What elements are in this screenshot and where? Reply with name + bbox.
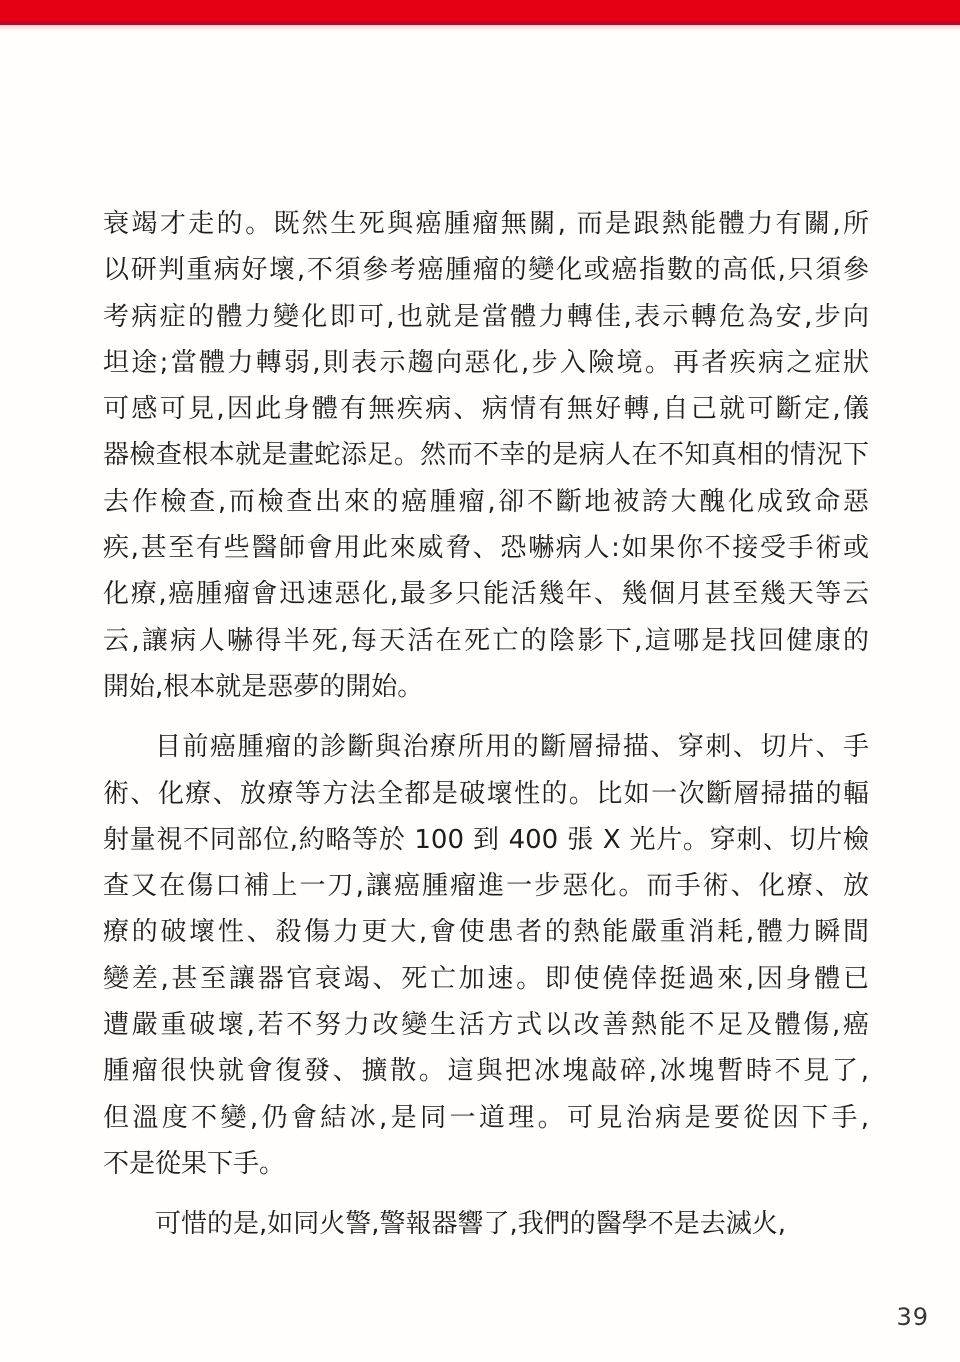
text-line: 云,讓病人嚇得半死,每天活在死亡的陰影下,這哪是找回健康的 bbox=[103, 625, 869, 656]
top-accent-bar bbox=[0, 0, 960, 25]
text-line: 術、化療、放療等方法全都是破壞性的。比如一次斷層掃描的輻 bbox=[103, 778, 869, 809]
text-line: 變差,甚至讓器官衰竭、死亡加速。即使僥倖挺過來,因身體已 bbox=[103, 963, 869, 994]
text-line: 以研判重病好壞,不須參考癌腫瘤的變化或癌指數的高低,只須參 bbox=[103, 255, 869, 286]
text-line: 衰竭才走的。既然生死與癌腫瘤無關, 而是跟熱能體力有關,所 bbox=[103, 209, 869, 239]
text-line: 射量視不同部位,約略等於 100 到 400 張 X 光片。穿刺、切片檢 bbox=[103, 824, 869, 855]
text-line: 可感可見,因此身體有無疾病、病情有無好轉,自己就可斷定,儀 bbox=[103, 394, 869, 425]
text-line: 化療,癌腫瘤會迅速惡化,最多只能活幾年、幾個月甚至幾天等云 bbox=[103, 579, 869, 610]
text-line: 開始,根本就是惡夢的開始。 bbox=[103, 671, 424, 702]
text-line: 但溫度不變,仍會結冰,是同一道理。可見治病是要從因下手, bbox=[103, 1102, 869, 1133]
text-line: 腫瘤很快就會復發、擴散。這與把冰塊敲碎,冰塊暫時不見了, bbox=[103, 1056, 869, 1087]
text-line: 查又在傷口補上一刀,讓癌腫瘤進一步惡化。而手術、化療、放 bbox=[103, 871, 869, 902]
page-text bbox=[103, 201, 869, 1248]
text-line: 疾,甚至有些醫師會用此來威脅、恐嚇病人:如果你不接受手術或 bbox=[103, 533, 869, 564]
paragraph bbox=[103, 1201, 869, 1247]
text-line: 器檢查根本就是畫蛇添足。然而不幸的是病人在不知真相的情況下 bbox=[103, 440, 869, 471]
text-line: 考病症的體力變化即可,也就是當體力轉佳,表示轉危為安,步向 bbox=[103, 301, 869, 332]
text-line: 可惜的是,如同火警,警報器響了,我們的醫學不是去滅火, bbox=[155, 1209, 787, 1240]
text-line: 遭嚴重破壞,若不努力改變生活方式以改善熱能不足及體傷,癌 bbox=[103, 1010, 869, 1041]
page-number: 39 bbox=[896, 1303, 929, 1331]
text-line: 坦途;當體力轉弱,則表示趨向惡化,步入險境。再者疾病之症狀 bbox=[103, 347, 869, 378]
paragraph bbox=[103, 201, 869, 710]
text-line: 療的破壞性、殺傷力更大,會使患者的熱能嚴重消耗,體力瞬間 bbox=[103, 917, 869, 948]
paragraph bbox=[103, 724, 869, 1187]
text-line: 去作檢查,而檢查出來的癌腫瘤,卻不斷地被誇大醜化成致命惡 bbox=[103, 486, 869, 517]
text-line: 不是從果下手。 bbox=[103, 1148, 286, 1179]
text-line: 目前癌腫瘤的診斷與治療所用的斷層掃描、穿刺、切片、手 bbox=[155, 732, 869, 763]
